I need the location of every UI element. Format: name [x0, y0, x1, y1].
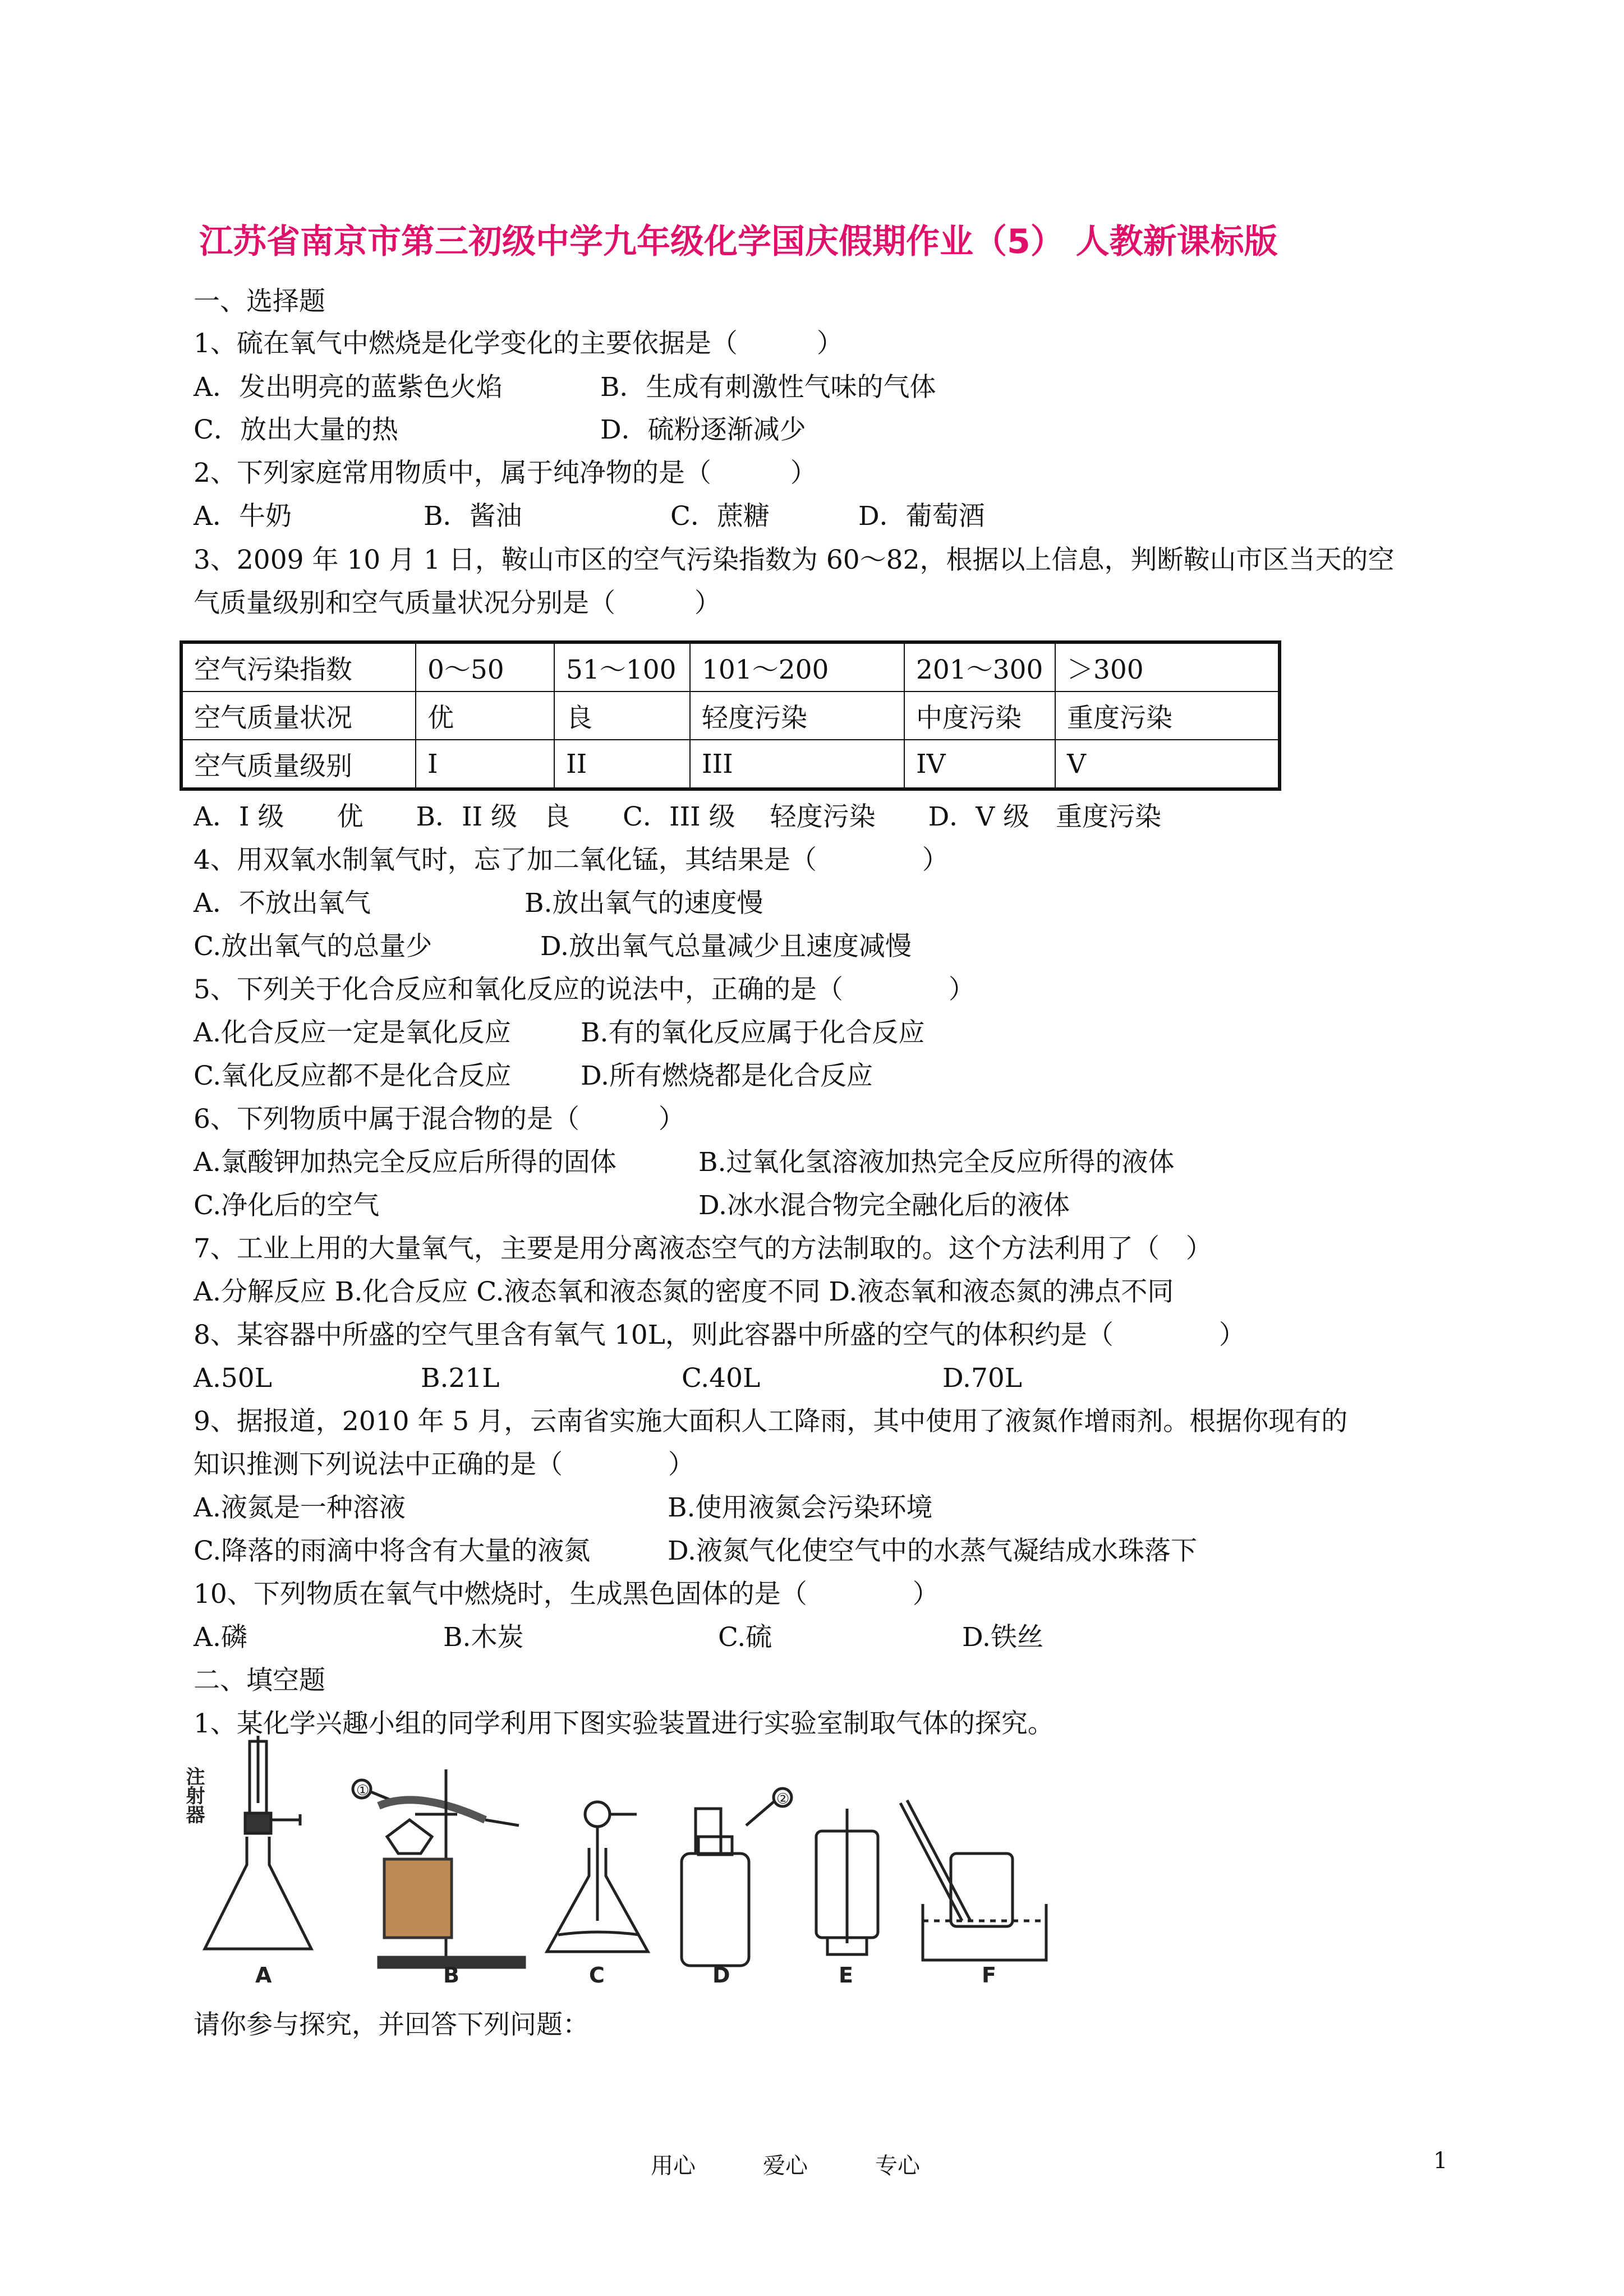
question-5-options-row1	[194, 1016, 924, 1050]
q9-option-b[interactable]: B.使用液氮会污染环境	[668, 1492, 933, 1523]
instruction-prompt: 请你参与探究，并回答下列问题：	[194, 2009, 589, 2040]
question-1-stem: 1、硫在氧气中燃烧是化学变化的主要依据是（ ）	[194, 328, 843, 359]
page-title: 江苏省南京市第三初级中学九年级化学国庆假期作业（5） 人教新课标版	[199, 222, 1278, 261]
label-c: C	[589, 1963, 605, 1988]
question-1-options-row1	[194, 370, 936, 405]
table-cell: 空气质量状况	[181, 691, 416, 740]
apparatus-a-syringe-flask	[182, 1736, 311, 1949]
label-b: B	[443, 1963, 459, 1988]
q6-option-a[interactable]: A.氯酸钾加热完全反应后所得的固体	[194, 1147, 617, 1178]
label-d: D	[712, 1963, 730, 1988]
apparatus-f-water-trough	[900, 1800, 1046, 1960]
question-5-stem: 5、下列关于化合反应和氧化反应的说法中，正确的是（ ）	[194, 974, 975, 1005]
question-9-options-row1	[194, 1491, 932, 1525]
question-2-stem: 2、下列家庭常用物质中，属于纯净物的是（ ）	[194, 458, 817, 488]
question-9-stem-line2: 知识推测下列说法中正确的是（ ）	[194, 1449, 694, 1480]
footer-word: 专心	[875, 2153, 920, 2179]
question-4-options-row2	[194, 929, 912, 964]
label-e: E	[839, 1963, 853, 1988]
table-cell: III	[690, 740, 904, 789]
table-cell: 空气污染指数	[181, 642, 416, 691]
question-6-stem: 6、下列物质中属于混合物的是（ ）	[194, 1104, 685, 1135]
question-5-options-row2	[194, 1059, 873, 1094]
footer-word: 爱心	[763, 2153, 808, 2179]
apparatus-d-gas-bottle	[682, 1788, 792, 1966]
question-6-options-row2	[194, 1188, 1070, 1223]
label-f: F	[982, 1963, 996, 1988]
question-3-stem-line2: 气质量级别和空气质量状况分别是（ ）	[194, 588, 721, 619]
fill-question-1: 1、某化学兴趣小组的同学利用下图实验装置进行实验室制取气体的探究。	[194, 1708, 1054, 1739]
question-9-stem-line1: 9、据报道，2010 年 5 月，云南省实施大面积人工降雨，其中使用了液氮作增雨剂。根据你现有的	[194, 1406, 1348, 1437]
table-cell: 优	[416, 691, 554, 740]
question-8-stem: 8、某容器中所盛的空气里含有氧气 10L，则此容器中所盛的空气的体积约是（ ）	[194, 1320, 1245, 1350]
question-8-options	[194, 1361, 1022, 1396]
q10-option-c[interactable]: C.硫	[718, 1622, 772, 1653]
q5-option-c[interactable]: C.氧化反应都不是化合反应	[194, 1061, 512, 1091]
question-7-stem: 7、工业上用的大量氧气，主要是用分离液态空气的方法制取的。这个方法利用了（ ）	[194, 1233, 1212, 1264]
q4-option-a[interactable]: A．不放出氧气	[194, 888, 371, 919]
q9-option-c[interactable]: C.降落的雨滴中将含有大量的液氮	[194, 1536, 591, 1566]
q4-option-b[interactable]: B.放出氧气的速度慢	[525, 888, 763, 919]
q2-option-b[interactable]: B．酱油	[424, 501, 522, 532]
apparatus-figure	[182, 1736, 1192, 1988]
table-cell: II	[554, 740, 690, 789]
q10-option-b[interactable]: B.木炭	[443, 1622, 524, 1653]
question-1-options-row2	[194, 413, 806, 448]
label-a: A	[255, 1963, 272, 1988]
air-quality-table	[180, 640, 1281, 791]
marker-1: ①	[356, 1782, 370, 1799]
table-row	[181, 691, 1280, 740]
q10-option-d[interactable]: D.铁丝	[962, 1622, 1043, 1653]
apparatus-labels	[255, 1963, 996, 1988]
q8-option-b[interactable]: B.21L	[421, 1363, 500, 1394]
table-row	[181, 740, 1280, 789]
question-10-options	[194, 1620, 1043, 1655]
table-cell: 201～300	[904, 642, 1055, 691]
table-cell: V	[1055, 740, 1280, 789]
q10-option-a[interactable]: A.磷	[194, 1622, 247, 1653]
table-cell: 良	[554, 691, 690, 740]
question-6-options-row1	[194, 1145, 1174, 1180]
q1-option-a[interactable]: A．发出明亮的蓝紫色火焰	[194, 372, 503, 403]
marker-2: ②	[776, 1791, 790, 1808]
question-10-stem: 10、下列物质在氧气中燃烧时，生成黑色固体的是（ ）	[194, 1579, 939, 1610]
question-3-options[interactable]: A．I 级 优 B．II 级 良 C．III 级 轻度污染 D．V 级 重度污染	[194, 801, 1162, 832]
table-cell: 中度污染	[904, 691, 1055, 740]
question-3-stem-line1: 3、2009 年 10 月 1 日，鞍山市区的空气污染指数为 60～82，根据以上信息，判断鞍山市区当天的空	[194, 545, 1395, 575]
q2-option-c[interactable]: C．蔗糖	[670, 501, 770, 532]
apparatus-b-heating-tube	[353, 1769, 525, 1967]
q5-option-b[interactable]: B.有的氧化反应属于化合反应	[581, 1017, 925, 1048]
table-cell: 101～200	[690, 642, 904, 691]
table-cell: 轻度污染	[690, 691, 904, 740]
page-number: 1	[1433, 2148, 1448, 2174]
apparatus-c-flask-funnel	[547, 1802, 648, 1952]
question-4-options-row1	[194, 886, 763, 921]
q5-option-d[interactable]: D.所有燃烧都是化合反应	[581, 1061, 873, 1091]
question-2-options	[194, 499, 985, 534]
page-footer	[651, 2148, 987, 2180]
table-cell: IV	[904, 740, 1055, 789]
question-9-options-row2	[194, 1534, 1197, 1569]
q6-option-d[interactable]: D.冰水混合物完全融化后的液体	[698, 1190, 1070, 1221]
q4-option-c[interactable]: C.放出氧气的总量少	[194, 931, 433, 962]
q8-option-c[interactable]: C.40L	[682, 1363, 761, 1394]
q9-option-d[interactable]: D.液氮气化使空气中的水蒸气凝结成水珠落下	[668, 1536, 1197, 1566]
table-cell: 空气质量级别	[181, 740, 416, 789]
q4-option-d[interactable]: D.放出氧气总量减少且速度减慢	[540, 931, 912, 962]
question-4-stem: 4、用双氧水制氧气时，忘了加二氧化锰，其结果是（ ）	[194, 845, 949, 875]
table-cell: ＞300	[1055, 642, 1280, 691]
q8-option-a[interactable]: A.50L	[194, 1363, 272, 1394]
q2-option-a[interactable]: A．牛奶	[194, 501, 292, 532]
q9-option-a[interactable]: A.液氮是一种溶液	[194, 1492, 406, 1523]
q1-option-d[interactable]: D．硫粉逐渐减少	[600, 414, 806, 445]
q1-option-b[interactable]: B．生成有刺激性气味的气体	[600, 372, 936, 403]
q8-option-d[interactable]: D.70L	[942, 1363, 1022, 1394]
table-cell: I	[416, 740, 554, 789]
section-heading: 二、填空题	[194, 1665, 325, 1696]
footer-word: 用心	[651, 2153, 696, 2179]
q6-option-b[interactable]: B.过氧化氢溶液加热完全反应所得的液体	[698, 1147, 1175, 1178]
table-row	[181, 642, 1280, 691]
q6-option-c[interactable]: C.净化后的空气	[194, 1190, 380, 1221]
table-cell: 0～50	[416, 642, 554, 691]
syringe-label: 注射器	[182, 1767, 205, 1824]
question-7-options[interactable]: A.分解反应 B.化合反应 C.液态氧和液态氮的密度不同 D.液态氧和液态氮的沸点不同	[194, 1276, 1174, 1307]
table-cell: 重度污染	[1055, 691, 1280, 740]
table-cell: 51～100	[554, 642, 690, 691]
apparatus-e-inverted-bottle	[816, 1809, 878, 1954]
q1-option-c[interactable]: C．放出大量的热	[194, 414, 398, 445]
q5-option-a[interactable]: A.化合反应一定是氧化反应	[194, 1017, 511, 1048]
q2-option-d[interactable]: D．葡萄酒	[858, 501, 985, 532]
section-heading: 一、选择题	[194, 286, 325, 317]
